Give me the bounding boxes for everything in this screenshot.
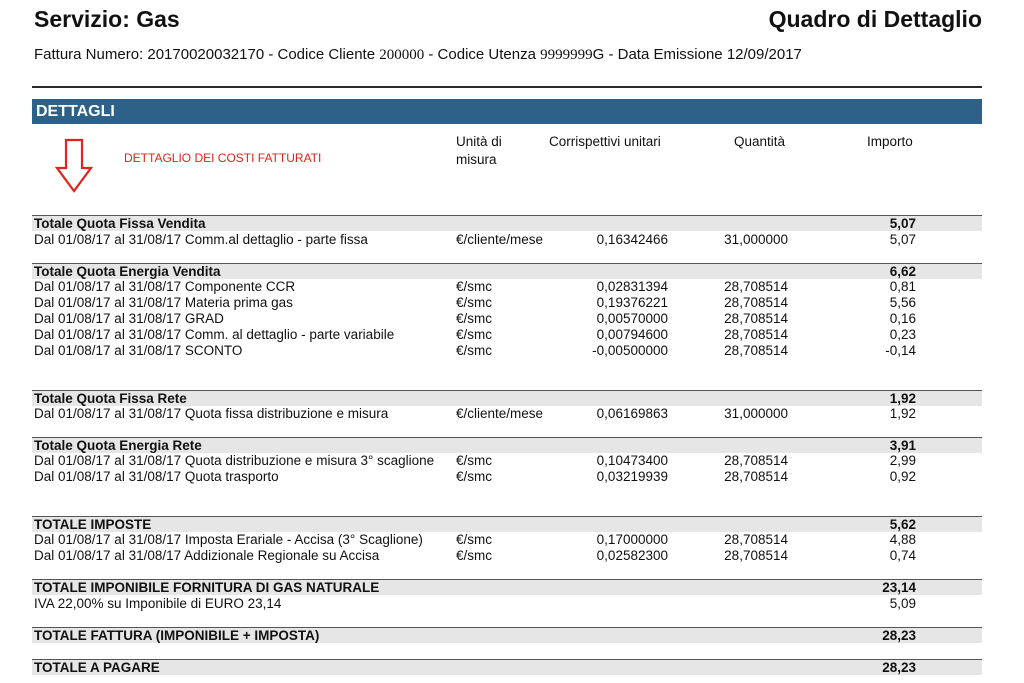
- meta-suffix: G - Data Emissione 12/09/2017: [592, 46, 802, 63]
- row-amount: 5,07: [889, 216, 916, 231]
- row-description: Dal 01/08/17 al 31/08/17 Materia prima gas: [34, 295, 293, 310]
- row-unit: €/cliente/mese: [456, 406, 544, 421]
- row-amount: 5,56: [889, 295, 916, 310]
- row-description: Dal 01/08/17 al 31/08/17 Quota trasporto: [34, 469, 279, 484]
- table-row: [32, 311, 982, 327]
- column-header-unit: [456, 133, 502, 169]
- subtotal-row: [32, 579, 982, 595]
- table-row: [32, 532, 982, 548]
- row-unit: €/smc: [456, 311, 493, 326]
- subtotal-row: [32, 516, 982, 532]
- client-code: 200000: [379, 47, 425, 63]
- row-quantity: 31,000000: [724, 232, 788, 247]
- subtotal-row: [32, 659, 982, 675]
- subtotal-row: [32, 390, 982, 406]
- row-unit-price: 0,06169863: [596, 406, 668, 421]
- row-description: Totale Quota Energia Vendita: [34, 264, 221, 279]
- row-unit-price: 0,16342466: [596, 232, 668, 247]
- invoice-meta: [34, 46, 802, 64]
- row-description: Totale Quota Energia Rete: [34, 438, 202, 453]
- row-unit-price: 0,02831394: [596, 279, 668, 294]
- service-title: Servizio: Gas: [34, 6, 180, 32]
- row-quantity: 28,708514: [724, 453, 788, 468]
- column-header-amount: Importo: [867, 134, 913, 149]
- row-quantity: 28,708514: [724, 343, 788, 358]
- row-description: Dal 01/08/17 al 31/08/17 Quota distribuzione e misura 3° scaglione: [34, 453, 435, 468]
- table-row: [32, 232, 982, 248]
- unit-header-line1: Unità di: [456, 134, 502, 149]
- row-unit: €/smc: [456, 327, 493, 342]
- row-description: Dal 01/08/17 al 31/08/17 GRAD: [34, 311, 224, 326]
- row-unit: €/cliente/mese: [456, 232, 544, 247]
- row-unit: €/smc: [456, 469, 493, 484]
- row-unit: €/smc: [456, 295, 493, 310]
- row-amount: 6,62: [889, 264, 916, 279]
- row-amount: -0,14: [885, 343, 916, 358]
- row-unit-price: 0,00794600: [596, 327, 668, 342]
- table-row: [32, 279, 982, 295]
- utenza-code: 9999999: [540, 47, 593, 63]
- row-description: Dal 01/08/17 al 31/08/17 Comm.al dettaglio - parte fissa: [34, 232, 368, 247]
- row-description: Totale Quota Fissa Rete: [34, 391, 187, 406]
- row-amount: 0,92: [889, 469, 916, 484]
- row-description: Dal 01/08/17 al 31/08/17 Quota fissa distribuzione e misura: [34, 406, 389, 421]
- subtotal-row: [32, 437, 982, 453]
- row-amount: 4,88: [889, 532, 916, 547]
- row-amount: 0,74: [889, 548, 916, 563]
- row-description: IVA 22,00% su Imponibile di EURO 23,14: [34, 596, 282, 611]
- row-unit-price: 0,03219939: [596, 469, 668, 484]
- row-description: Totale Quota Fissa Vendita: [34, 216, 206, 231]
- row-quantity: 28,708514: [724, 295, 788, 310]
- table-row: [32, 453, 982, 469]
- row-unit: €/smc: [456, 548, 493, 563]
- column-header-quantity: Quantità: [734, 134, 786, 149]
- row-amount: 1,92: [889, 391, 916, 406]
- row-unit-price: -0,00500000: [592, 343, 668, 358]
- row-unit-price: 0,19376221: [596, 295, 668, 310]
- table-row: [32, 343, 982, 359]
- down-arrow-icon: [54, 138, 94, 199]
- meta-prefix: Fattura Numero: 20170020032170 - Codice Cliente: [34, 46, 380, 63]
- unit-header-line2: misura: [456, 152, 497, 167]
- row-unit: €/smc: [456, 453, 493, 468]
- row-description: Dal 01/08/17 al 31/08/17 Addizionale Regionale su Accisa: [34, 548, 380, 563]
- row-amount: 5,09: [889, 596, 916, 611]
- row-quantity: 28,708514: [724, 548, 788, 563]
- row-unit: €/smc: [456, 279, 493, 294]
- annotation-text: DETTAGLIO DEI COSTI FATTURATI: [124, 151, 322, 165]
- table-row: [32, 406, 982, 422]
- row-description: Dal 01/08/17 al 31/08/17 SCONTO: [34, 343, 243, 358]
- section-band: [32, 99, 982, 124]
- row-unit: €/smc: [456, 532, 493, 547]
- row-quantity: 28,708514: [724, 532, 788, 547]
- row-description: Dal 01/08/17 al 31/08/17 Componente CCR: [34, 279, 296, 294]
- row-amount: 3,91: [889, 438, 916, 453]
- row-unit-price: 0,00570000: [596, 311, 668, 326]
- row-description: TOTALE IMPOSTE: [34, 517, 152, 532]
- row-description: TOTALE A PAGARE: [34, 660, 160, 675]
- column-header-price: Corrispettivi unitari: [549, 134, 661, 149]
- row-amount: 1,92: [889, 406, 916, 421]
- row-quantity: 28,708514: [724, 327, 788, 342]
- row-amount: 0,16: [889, 311, 916, 326]
- table-row: [32, 596, 982, 612]
- meta-mid: - Codice Utenza: [424, 46, 541, 63]
- detail-title: Quadro di Dettaglio: [768, 6, 982, 32]
- row-quantity: 31,000000: [724, 406, 788, 421]
- table-row: [32, 327, 982, 343]
- row-unit-price: 0,17000000: [596, 532, 668, 547]
- table-row: [32, 295, 982, 311]
- row-unit: €/smc: [456, 343, 493, 358]
- row-amount: 5,62: [889, 517, 916, 532]
- row-description: TOTALE FATTURA (IMPONIBILE + IMPOSTA): [34, 628, 320, 643]
- row-amount: 23,14: [882, 580, 916, 595]
- row-description: TOTALE IMPONIBILE FORNITURA DI GAS NATURALE: [34, 580, 380, 595]
- row-quantity: 28,708514: [724, 279, 788, 294]
- row-amount: 0,23: [889, 327, 916, 342]
- subtotal-row: [32, 215, 982, 231]
- section-title: DETTAGLI: [36, 103, 115, 120]
- table-row: [32, 548, 982, 564]
- row-amount: 28,23: [882, 628, 916, 643]
- row-unit-price: 0,10473400: [596, 453, 668, 468]
- row-description: Dal 01/08/17 al 31/08/17 Comm. al dettaglio - parte variabile: [34, 327, 395, 342]
- header-divider: [32, 86, 982, 88]
- row-amount: 28,23: [882, 660, 916, 675]
- row-amount: 0,81: [889, 279, 916, 294]
- table-row: [32, 469, 982, 485]
- subtotal-row: [32, 627, 982, 643]
- row-amount: 5,07: [889, 232, 916, 247]
- row-unit-price: 0,02582300: [596, 548, 668, 563]
- row-description: Dal 01/08/17 al 31/08/17 Imposta Erariale - Accisa (3° Scaglione): [34, 532, 423, 547]
- row-quantity: 28,708514: [724, 469, 788, 484]
- subtotal-row: [32, 263, 982, 279]
- row-quantity: 28,708514: [724, 311, 788, 326]
- row-amount: 2,99: [889, 453, 916, 468]
